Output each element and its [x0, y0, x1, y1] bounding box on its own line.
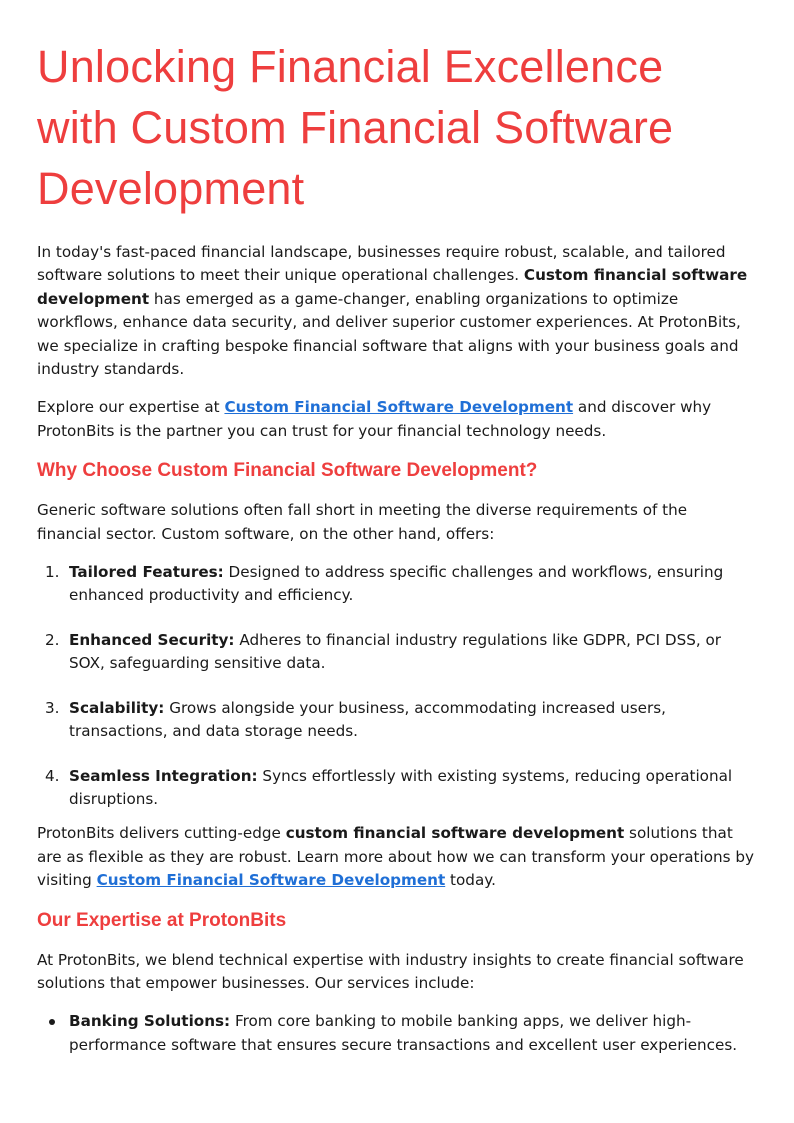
why-choose-intro: Generic software solutions often fall short in meeting the diverse requirements of the financial sector. Custom software, on the other hand, offers:	[37, 501, 688, 543]
benefits-list	[37, 561, 754, 811]
list-item	[37, 765, 754, 812]
list-item	[37, 561, 754, 608]
bullet-icon	[49, 1019, 55, 1025]
list-item-text: From core banking to mobile banking apps, we deliver high-performance software that ensures secure transactions and excellent user experiences.	[69, 1012, 738, 1054]
list-item-label: Banking Solutions:	[69, 1012, 231, 1031]
list-item-text: Adheres to financial industry regulations like GDPR, PCI DSS, or SOX, safeguarding sensitive data.	[69, 630, 722, 673]
list-item-label: Scalability:	[69, 698, 165, 717]
list-item	[37, 1010, 754, 1057]
closing-text-end: today.	[445, 871, 496, 890]
intro-text-end: has emerged as a game-changer, enabling organizations to optimize workflows, enhance data security, and deliver superior customer experiences. At ProtonBits, we specialize in crafting bespoke financial software that aligns with your business goals and industry standards.	[37, 289, 741, 379]
intro-bold-keyword: Custom financial software development	[37, 266, 748, 308]
list-item-text: Designed to address specific challenges and workflows, ensuring enhanced productivity and efficiency.	[69, 563, 724, 605]
custom-software-link[interactable]: Custom Financial Software Development	[224, 398, 574, 417]
custom-software-link-2[interactable]: Custom Financial Software Development	[96, 871, 446, 890]
explore-text-start: Explore our expertise at	[37, 398, 225, 417]
expertise-intro: At ProtonBits, we blend technical expertise with industry insights to create financial software solutions that empower businesses. Our services include:	[37, 950, 744, 992]
explore-paragraph	[37, 396, 754, 443]
list-item-label: Seamless Integration:	[69, 766, 258, 785]
section-heading-expertise: Our Expertise at ProtonBits	[37, 909, 287, 931]
services-list	[37, 1010, 754, 1057]
closing-text-middle: solutions that are as flexible as they are robust. Learn more about how we can transform your operations by visiting	[37, 824, 754, 890]
list-item	[37, 629, 754, 676]
list-item-number: 3.	[45, 698, 60, 717]
closing-text-start: ProtonBits delivers cutting-edge	[37, 824, 286, 843]
page-title: Unlocking Financial Excellence with Custom Financial Software Development	[37, 41, 674, 214]
list-item-number: 1.	[45, 563, 60, 582]
intro-text-start: In today's fast-paced financial landscape, businesses require robust, scalable, and tailored software solutions to meet their unique operational challenges.	[37, 243, 726, 285]
why-choose-closing	[37, 822, 754, 892]
intro-paragraph	[37, 241, 754, 381]
list-item-text: Grows alongside your business, accommodating increased users, transactions, and data storage needs.	[69, 698, 666, 741]
list-item-label: Tailored Features:	[69, 563, 224, 582]
explore-text-end: and discover why ProtonBits is the partner you can trust for your financial technology needs.	[37, 398, 712, 440]
list-item-number: 4.	[45, 766, 60, 785]
list-item-number: 2.	[45, 630, 60, 649]
list-item-label: Enhanced Security:	[69, 630, 235, 649]
list-item	[37, 697, 754, 744]
section-heading-why-choose: Why Choose Custom Financial Software Development?	[37, 460, 538, 482]
closing-bold-keyword: custom financial software development	[285, 824, 625, 843]
list-item-text: Syncs effortlessly with existing systems, reducing operational disruptions.	[69, 766, 733, 808]
